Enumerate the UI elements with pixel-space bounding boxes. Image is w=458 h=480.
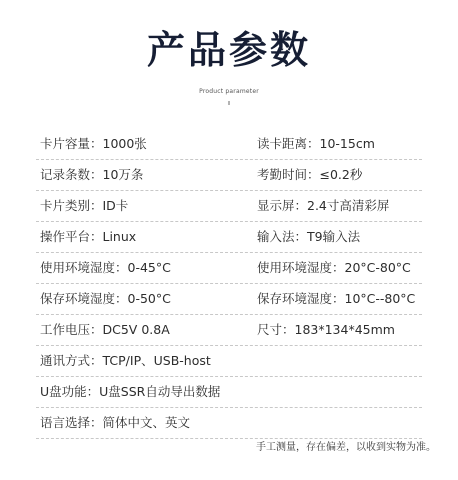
- page-title: 产品参数: [146, 28, 311, 72]
- parameter-table: [36, 129, 422, 439]
- parameter-row: [36, 129, 422, 160]
- parameter-row: [36, 408, 422, 439]
- parameter-right: 输入法：T9输入法: [257, 229, 361, 244]
- parameter-row: [36, 377, 422, 408]
- parameter-left: 工作电压：DC5V 0.8A: [40, 322, 170, 337]
- parameter-row: [36, 315, 422, 346]
- measurement-note: 手工测量，存在偏差，以收到实物为准。: [256, 442, 436, 453]
- parameter-right: 显示屏：2.4寸高清彩屏: [257, 198, 390, 213]
- parameter-left: 保存环境湿度：0-50°C: [40, 291, 171, 306]
- parameter-left: 语言选择：简体中文、英文: [40, 415, 191, 430]
- parameter-left: 操作平台：Linux: [40, 229, 137, 244]
- parameter-right: 使用环境湿度：20°C-80°C: [257, 260, 411, 275]
- parameter-left: 使用环境湿度：0-45°C: [40, 260, 171, 275]
- page-subtitle: Product parameter: [199, 88, 259, 95]
- parameter-row: [36, 191, 422, 222]
- subtitle-mark: II: [227, 101, 231, 107]
- parameter-right: 读卡距离：10-15cm: [257, 136, 375, 151]
- parameter-right: 考勤时间：≤0.2秒: [257, 167, 363, 182]
- parameter-row: [36, 222, 422, 253]
- parameter-left: 卡片容量：1000张: [40, 136, 147, 151]
- parameter-left: 卡片类别：ID卡: [40, 198, 129, 213]
- parameter-left: 记录条数：10万条: [40, 167, 144, 182]
- parameter-left: 通讯方式：TCP/IP、USB-host: [40, 353, 211, 368]
- parameter-right: 保存环境湿度：10°C--80°C: [257, 291, 416, 306]
- parameter-row: [36, 284, 422, 315]
- parameter-row: [36, 346, 422, 377]
- parameter-row: [36, 160, 422, 191]
- parameter-left: U盘功能：U盘SSR自动导出数据: [40, 384, 221, 399]
- parameter-row: [36, 253, 422, 284]
- parameter-right: 尺寸：183*134*45mm: [257, 322, 395, 337]
